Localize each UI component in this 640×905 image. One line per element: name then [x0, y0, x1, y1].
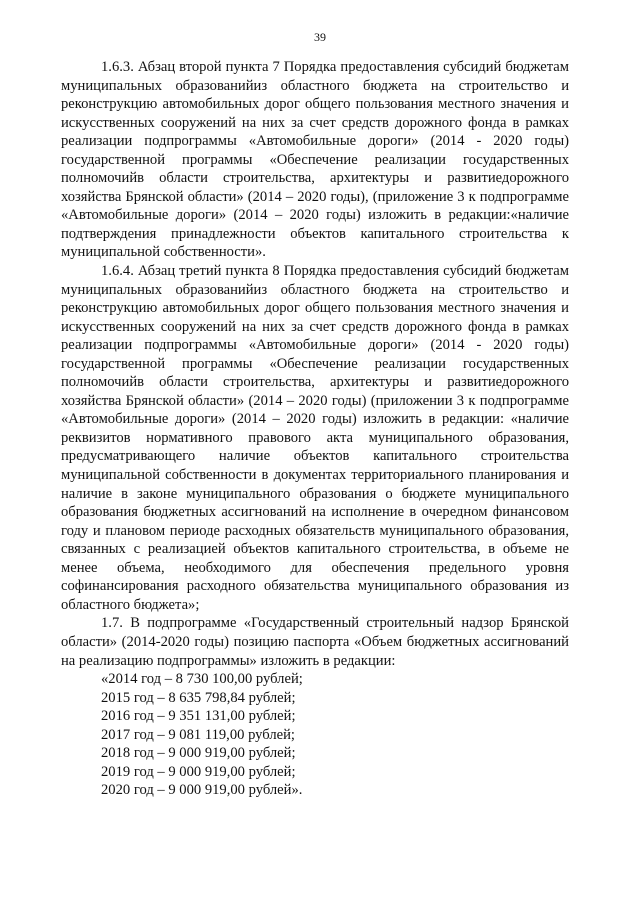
paragraph-1-7: 1.7. В подпрограмме «Государственный строительный надзор Брянской области» (2014-2020 годы) позицию паспорта «Объем бюджетных ассигнований на реализацию подпрограммы» изложить в редакции: [61, 615, 569, 669]
funding-item-2019: 2019 год – 9 000 919,00 рублей; [101, 763, 296, 780]
funding-item-2014: «2014 год – 8 730 100,00 рублей; [101, 671, 303, 688]
document-body [61, 58, 569, 800]
funding-item-2016: 2016 год – 9 351 131,00 рублей; [101, 708, 296, 725]
paragraph-1-6-4: 1.6.4. Абзац третий пункта 8 Порядка предоставления субсидий бюджетам муниципальных образованийиз областного бюджета на строительство и реконструкцию автомобильных дорог общего пользования местного значения и искусственных сооружений на них за счет средств дорожного фонда в рамках реализации подпрограммы «Автомобильные дороги» (2014 - 2020 годы) государственной программы «Обеспечение реализации государственных полномочийв области строительства, архитектуры и развитиедорожного хозяйства Брянской области» (2014 – 2020 годы) (приложении 3 к подпрограмме «Автомобильные дороги» (2014 – 2020 годы) изложить в редакции: «наличие реквизитов нормативного правового акта муниципального образования, предусматривающего наличие объектов капитального строительства муниципальной собственности в документах территориального планирования и наличие в законе муниципального образования о бюджете муниципального образования бюджетных ассигнований на исполнение в очередном финансовом году и плановом периоде расходных обязательств муниципального образования, связанных с реализацией объектов капитального строительства, в объеме не менее объема, необходимого для обеспечения предельного уровня софинансирования расходного обязательства муниципального образования из областного бюджета»; [61, 263, 569, 613]
funding-item-2018: 2018 год – 9 000 919,00 рублей; [101, 745, 296, 762]
page-number: 39 [314, 30, 326, 44]
funding-item-2020: 2020 год – 9 000 919,00 рублей». [101, 782, 303, 799]
funding-list [61, 670, 569, 800]
funding-item-2015: 2015 год – 8 635 798,84 рублей; [101, 689, 296, 706]
funding-item-2017: 2017 год – 9 081 119,00 рублей; [101, 726, 295, 743]
paragraph-1-6-3: 1.6.3. Абзац второй пункта 7 Порядка предоставления субсидий бюджетам муниципальных образованийиз областного бюджета на строительство и реконструкцию автомобильных дорог общего пользования местного значения и искусственных сооружений на них за счет средств дорожного фонда в рамках реализации подпрограммы «Автомобильные дороги» (2014 - 2020 годы) государственной программы «Обеспечение реализации государственных полномочийв области строительства, архитектуры и развитиедорожного хозяйства Брянской области» (2014 – 2020 годы), (приложение 3 к подпрограмме «Автомобильные дороги» (2014 – 2020 годы) изложить в редакции:«наличие подтверждения принадлежности объектов капитального строительства к муниципальной собственности». [61, 59, 569, 261]
